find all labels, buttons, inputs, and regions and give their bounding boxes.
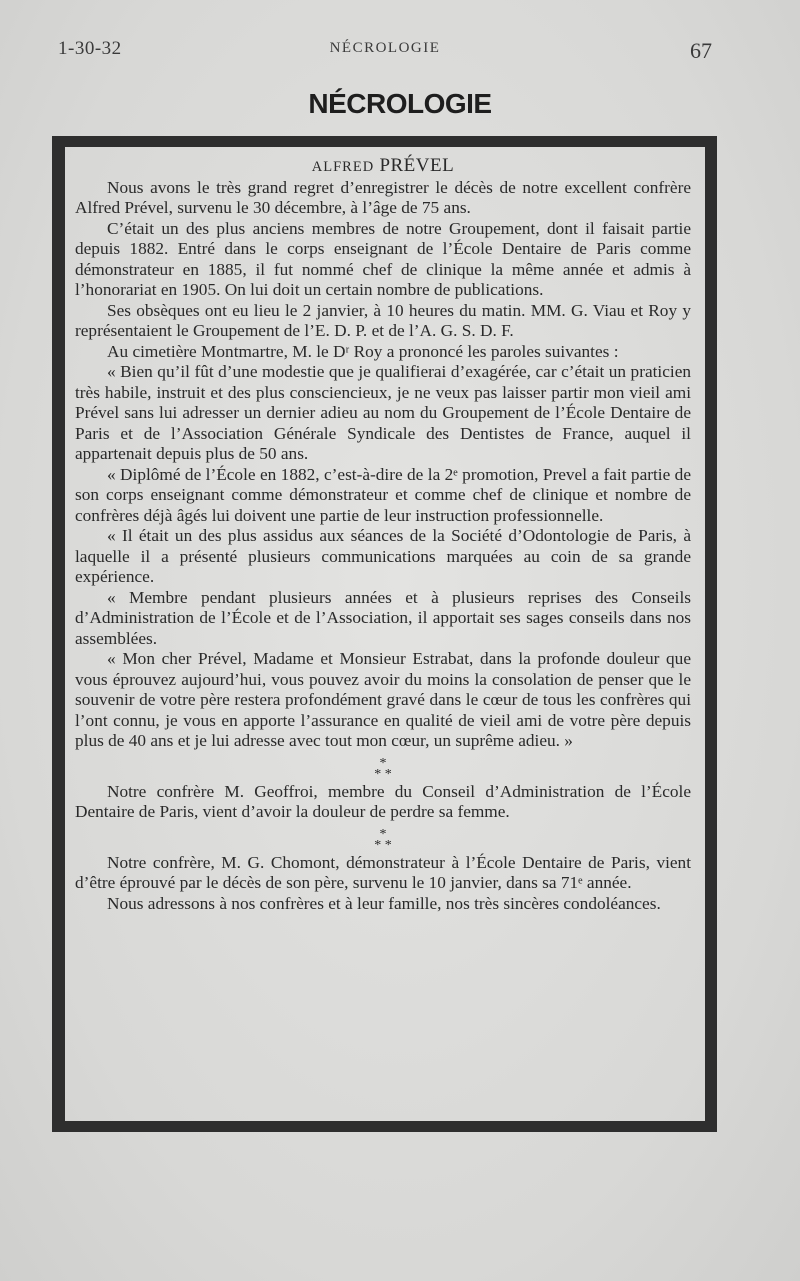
page-title: NÉCROLOGIE	[308, 88, 492, 119]
asterism-separator	[75, 826, 691, 853]
paragraph: Nous avons le très grand regret d’enregistrer le décès de notre excellent confrère Alfred Prével, survenu le 30 décembre, à l’âge de 75 ans.	[75, 177, 691, 217]
paragraph: « Diplômé de l’École en 1882, c’est-à-dire de la 2ᵉ promotion, Prevel a fait partie de son corps enseignant comme démonstrateur et comme chef de clinique et nombre de confrères déjà âgés lui doivent une partie de leur instruction professionnelle.	[75, 464, 691, 525]
paragraph: C’était un des plus anciens membres de notre Groupement, dont il faisait partie depuis 1882. Entré dans le corps enseignant de l’École Dentaire de Paris comme démonstrateur en 1885, il fut nommé chef de clinique la même année et admis à l’honorariat en 1905. On lui doit un certain nombre de publications.	[75, 218, 691, 299]
paragraph: « Membre pendant plusieurs années et à plusieurs reprises des Conseils d’Administration de l’École et de l’Association, il apportait ses sages conseils dans nos assemblées.	[75, 587, 691, 648]
asterism-bottom: * *	[374, 766, 392, 782]
page-number: 67	[690, 38, 712, 63]
deceased-last-name: PRÉVEL	[379, 155, 455, 176]
deceased-name	[75, 156, 691, 178]
section-name: NÉCROLOGIE	[329, 40, 441, 56]
issue-number: 1-30-32	[58, 38, 122, 59]
asterism-top: *	[379, 826, 387, 842]
notice-chomont: Notre confrère, M. G. Chomont, démonstrateur à l’École Dentaire de Paris, vient d’être éprouvé par le décès de son père, survenu le 10 janvier, dans sa 71ᵉ année.	[75, 852, 691, 892]
closing-condolences: Nous adressons à nos confrères et à leur famille, nos très sincères condoléances.	[107, 893, 661, 913]
obituary-content	[75, 156, 691, 914]
paragraph: « Il était un des plus assidus aux séances de la Société d’Odontologie de Paris, à laquelle il a présenté plusieurs communications marquées au coin de sa grande expérience.	[75, 526, 691, 586]
asterism-bottom: * *	[374, 837, 392, 853]
paragraph: Ses obsèques ont eu lieu le 2 janvier, à 10 heures du matin. MM. G. Viau et Roy y représentaient le Groupement de l’E. D. P. et de l’A. G. S. D. F.	[75, 300, 691, 340]
asterism-top: *	[379, 755, 387, 771]
asterism-separator	[75, 755, 691, 782]
paragraph: « Mon cher Prével, Madame et Monsieur Estrabat, dans la profonde douleur que vous éprouvez aujourd’hui, vous pouvez avoir du moins la consolation de penser que le souvenir de votre père restera profondément gravé dans le cœur de tous les confrères qui l’ont connu, je vous en apporte l’assurance en qualité de vieil ami de votre père depuis plus de 40 ans et je lui adresse avec tout mon cœur, un suprême adieu. »	[75, 649, 691, 750]
paragraph: Au cimetière Montmartre, M. le Dʳ Roy a prononcé les paroles suivantes :	[107, 341, 619, 361]
paragraph: « Bien qu’il fût d’une modestie que je qualifierai d’exagérée, car c’était un praticien très habile, instruit et des plus consciencieux, je ne veux pas laisser partir mon vieil ami Prével sans lui adresser un dernier adieu au nom du Groupement de l’École Dentaire de Paris et de l’Association Générale Syndicale des Dentistes de France, auquel il appartenait depuis plus de 50 ans.	[75, 362, 691, 463]
running-head	[58, 38, 712, 66]
deceased-first-name: ALFRED	[311, 159, 375, 175]
notice-geoffroi: Notre confrère M. Geoffroi, membre du Conseil d’Administration de l’École Dentaire de Paris, vient d’avoir la douleur de perdre sa femme.	[75, 781, 691, 821]
